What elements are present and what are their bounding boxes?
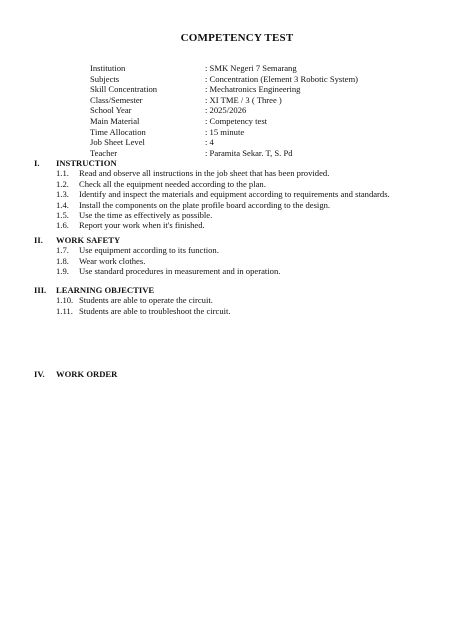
info-label: Teacher [90,147,118,158]
list-item [56,245,280,255]
item-number: 1.7. [56,245,69,256]
item-text: Wear work clothes. [79,255,146,266]
section-title: INSTRUCTION [56,158,117,168]
info-value: : Mechatronics Engineering [205,84,301,95]
item-text: Identify and inspect the materials and equipment according to requirements and standards. [79,189,390,200]
list-item [56,179,390,189]
info-label: Class/Semester [90,94,143,105]
item-text: Use the time as effectively as possible. [79,210,213,221]
item-number: 1.4. [56,199,69,210]
info-row-class-semester [90,95,358,106]
section-heading [34,235,280,245]
info-label: Main Material [90,115,140,126]
info-value: : 15 minute [205,126,245,137]
item-text: Check all the equipment needed according to the plan. [79,178,266,189]
section-number: III. [34,285,47,295]
section-instruction [34,158,390,231]
document-title: COMPETENCY TEST [180,32,294,44]
list-item [56,266,280,276]
info-value: : Competency test [205,115,268,126]
list-item [56,189,390,199]
info-table [90,63,358,158]
section-items [56,168,390,230]
info-row-job-sheet-level [90,137,358,148]
list-item [56,295,231,305]
item-text: Use standard procedures in measurement and in operation. [79,266,281,277]
info-label: School Year [90,105,132,116]
info-value: : Paramita Sekar. T, S. Pd [205,147,293,158]
info-row-skill-concentration [90,84,358,95]
section-title: WORK ORDER [56,369,118,379]
item-number: 1.10. [56,295,74,306]
section-number: I. [34,158,40,168]
item-number: 1.5. [56,210,69,221]
list-item [56,306,231,316]
section-heading [34,285,231,295]
item-text: Students are able to operate the circuit. [79,295,213,306]
section-items [56,245,280,276]
item-text: Use equipment according to its function. [79,245,219,256]
list-item [56,210,390,220]
item-text: Report your work when it's finished. [79,220,205,231]
info-value: : SMK Negeri 7 Semarang [205,63,297,73]
section-work-safety [34,235,280,277]
list-item [56,168,390,178]
item-text: Read and observe all instructions in the job sheet that has been provided. [79,168,330,179]
item-number: 1.8. [56,255,69,266]
info-label: Skill Concentration [90,84,158,95]
item-number: 1.2. [56,178,69,189]
section-title: LEARNING OBJECTIVE [56,285,155,295]
info-value: : Concentration (Element 3 Robotic System) [205,73,358,84]
section-number: IV. [34,369,45,379]
section-heading [34,369,117,379]
list-item [56,220,390,230]
section-heading [34,158,390,168]
section-items [56,295,231,316]
info-label: Job Sheet Level [90,137,145,148]
info-value: : XI TME / 3 ( Three ) [205,94,282,105]
info-row-school-year [90,105,358,116]
item-number: 1.11. [56,305,73,316]
item-text: Install the components on the plate profile board according to the design. [79,199,331,210]
item-text: Students are able to troubleshoot the circuit. [79,305,231,316]
info-value: : 4 [205,137,214,148]
list-item [56,256,280,266]
info-label: Time Allocation [90,126,146,137]
item-number: 1.9. [56,266,69,277]
info-value: : 2025/2026 [205,105,247,116]
item-number: 1.3. [56,189,69,200]
list-item [56,200,390,210]
section-learning-objective [34,285,231,316]
info-label: Subjects [90,73,120,84]
item-number: 1.1. [56,168,69,179]
info-row-time-allocation [90,127,358,138]
info-label: Institution [90,63,126,73]
info-row-main-material [90,116,358,127]
item-number: 1.6. [56,220,69,231]
section-number: II. [34,235,43,245]
info-row-subjects [90,74,358,85]
info-row-institution [90,63,358,74]
section-title: WORK SAFETY [56,235,121,245]
info-row-teacher [90,148,358,159]
section-work-order [34,369,117,379]
